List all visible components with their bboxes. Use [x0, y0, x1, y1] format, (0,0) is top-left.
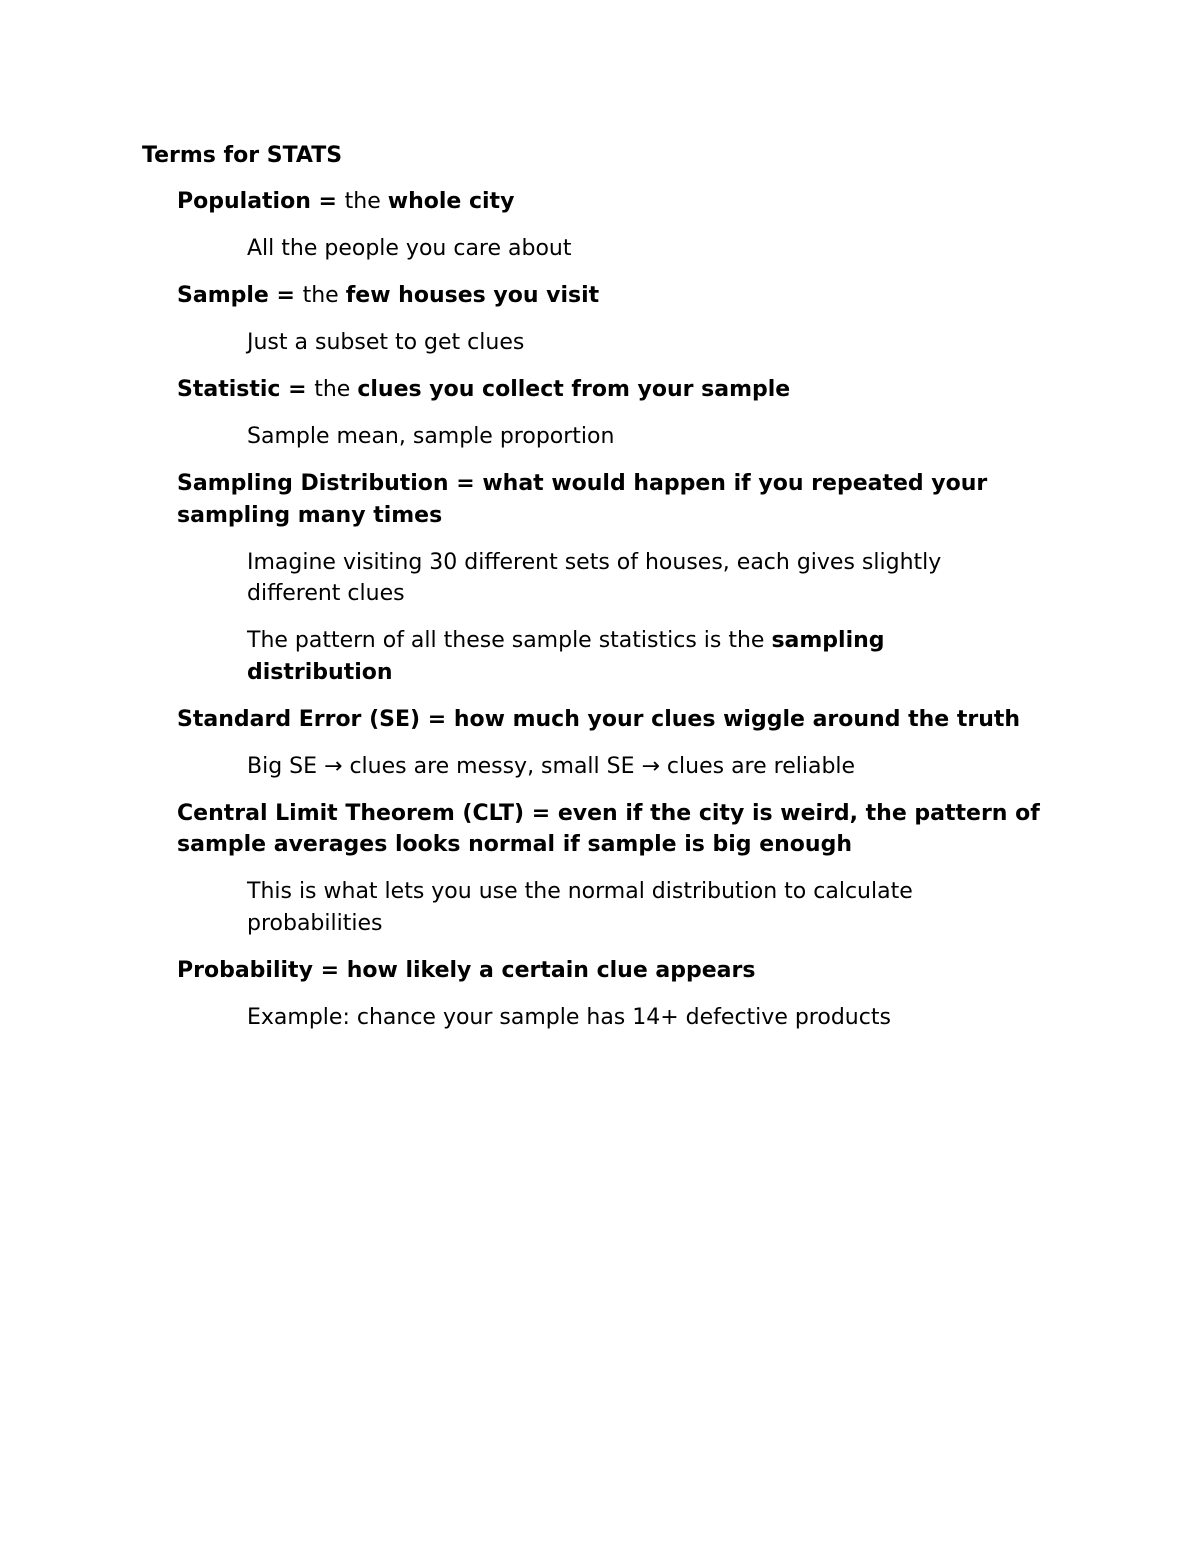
term-meaning: clues you collect from your sample — [357, 377, 791, 402]
term-detail — [247, 625, 1007, 688]
term-label: Sampling Distribution — [177, 471, 449, 496]
term-sample — [177, 280, 1057, 312]
term-equals: = — [524, 800, 558, 826]
term-detail-emphasis: sampling distribution — [247, 628, 885, 685]
term-equals: = — [448, 471, 483, 496]
term-equals: = — [268, 283, 303, 308]
term-label: Central Limit Theorem (CLT) — [177, 800, 525, 826]
term-label: Statistic — [177, 377, 281, 402]
term-sampling-distribution — [177, 468, 1057, 531]
term-central-limit-theorem — [177, 798, 1057, 861]
term-detail: All the people you care about — [247, 236, 572, 261]
term-detail: This is what lets you use the normal distribution to calculate probabilities — [247, 879, 913, 936]
term-equals: = — [310, 189, 345, 214]
term-meaning: how likely a certain clue appears — [346, 957, 756, 983]
term-label: Population — [177, 189, 311, 214]
term-equals: = — [280, 377, 315, 402]
terms-list — [177, 186, 1057, 1049]
term-detail-text: The pattern of all these sample statistics is the — [247, 628, 772, 653]
term-detail: Sample mean, sample proportion — [247, 424, 615, 449]
term-meaning: few houses you visit — [345, 283, 600, 308]
term-connector: the — [344, 189, 388, 214]
term-standard-error — [177, 704, 1057, 736]
term-meaning: even if the city is weird, the pattern of sample averages looks normal if sample is big enough — [177, 800, 1040, 857]
term-detail: Big SE → clues are messy, small SE → clues are reliable — [247, 753, 856, 779]
term-meaning: whole city — [387, 189, 515, 214]
term-detail: Imagine visiting 30 different sets of houses, each gives slightly different clues — [247, 549, 942, 606]
term-label: Standard Error (SE) — [177, 706, 421, 732]
term-probability — [177, 955, 1057, 987]
term-population — [177, 186, 1057, 218]
term-meaning: what would happen if you repeated your sampling many times — [177, 471, 988, 528]
term-meaning: how much your clues wiggle around the truth — [453, 706, 1021, 732]
term-equals: = — [312, 957, 347, 983]
term-connector: the — [302, 283, 346, 308]
term-equals: = — [420, 706, 454, 732]
term-statistic — [177, 374, 1057, 406]
term-detail: Just a subset to get clues — [247, 330, 525, 355]
term-label: Probability — [177, 957, 313, 983]
document-title: Terms for STATS — [142, 143, 343, 168]
term-label: Sample — [177, 283, 269, 308]
term-connector: the — [314, 377, 358, 402]
term-detail: Example: chance your sample has 14+ defective products — [247, 1004, 891, 1030]
